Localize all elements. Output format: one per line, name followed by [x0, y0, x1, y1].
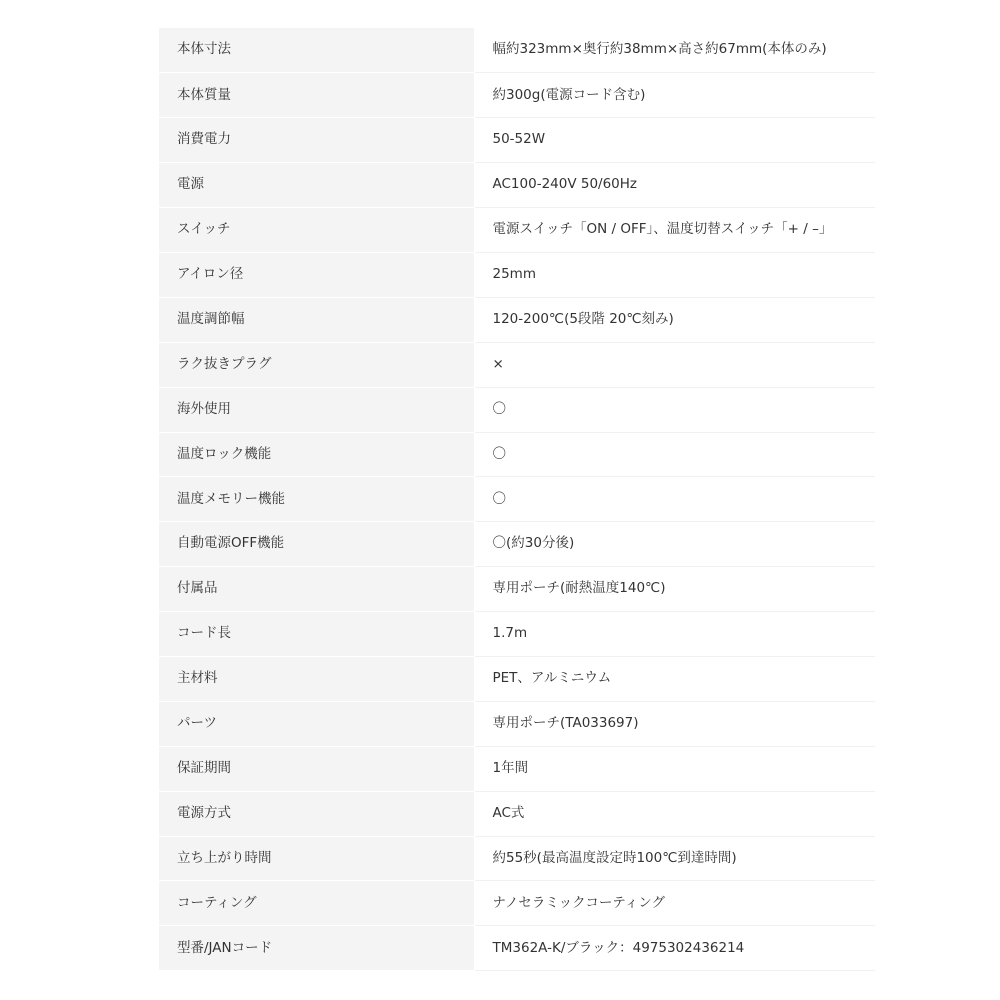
- spec-label: アイロン径: [159, 252, 474, 297]
- spec-row-heat-up-time: [159, 836, 875, 881]
- spec-value: ×: [474, 342, 875, 387]
- spec-value: 専用ポーチ(耐熱温度140℃): [474, 567, 875, 612]
- spec-row-dimensions: [159, 28, 875, 73]
- spec-label: ラク抜きプラグ: [159, 342, 474, 387]
- spec-value: 約300g(電源コード含む): [474, 73, 875, 118]
- spec-value: 〇: [474, 432, 875, 477]
- spec-label: コーティング: [159, 881, 474, 926]
- spec-label: 消費電力: [159, 118, 474, 163]
- spec-value: ナノセラミックコーティング: [474, 881, 875, 926]
- spec-row-parts: [159, 701, 875, 746]
- spec-table: [159, 28, 875, 971]
- spec-value: 25mm: [474, 252, 875, 297]
- spec-label: スイッチ: [159, 208, 474, 253]
- spec-row-auto-power-off: [159, 522, 875, 567]
- spec-row-temperature-memory: [159, 477, 875, 522]
- spec-row-cord-length: [159, 612, 875, 657]
- spec-row-temperature-range: [159, 297, 875, 342]
- spec-row-coating: [159, 881, 875, 926]
- spec-row-accessories: [159, 567, 875, 612]
- spec-value: TM362A-K/ブラック：4975302436214: [474, 926, 875, 971]
- spec-value: 〇: [474, 387, 875, 432]
- spec-label: 自動電源OFF機能: [159, 522, 474, 567]
- spec-row-iron-diameter: [159, 252, 875, 297]
- spec-row-power-method: [159, 791, 875, 836]
- spec-label: 本体寸法: [159, 28, 474, 73]
- spec-label: 温度ロック機能: [159, 432, 474, 477]
- spec-value: AC100-240V 50/60Hz: [474, 163, 875, 208]
- spec-value: 〇: [474, 477, 875, 522]
- spec-value: 幅約323mm×奥行約38mm×高さ約67mm(本体のみ): [474, 28, 875, 73]
- spec-value: 約55秒(最高温度設定時100℃到達時間): [474, 836, 875, 881]
- spec-row-model-jan: [159, 926, 875, 971]
- spec-value: 1.7m: [474, 612, 875, 657]
- spec-row-weight: [159, 73, 875, 118]
- spec-row-warranty: [159, 746, 875, 791]
- spec-label: 主材料: [159, 656, 474, 701]
- spec-row-main-material: [159, 656, 875, 701]
- spec-value: 50-52W: [474, 118, 875, 163]
- spec-value: 120-200℃(5段階 20℃刻み): [474, 297, 875, 342]
- spec-value: 専用ポーチ(TA033697): [474, 701, 875, 746]
- spec-label: パーツ: [159, 701, 474, 746]
- spec-value: 〇(約30分後): [474, 522, 875, 567]
- spec-value: PET、アルミニウム: [474, 656, 875, 701]
- spec-value: 電源スイッチ「ON / OFF」、温度切替スイッチ「+ / –」: [474, 208, 875, 253]
- spec-label: 電源: [159, 163, 474, 208]
- spec-row-power-source: [159, 163, 875, 208]
- spec-value: AC式: [474, 791, 875, 836]
- spec-row-temperature-lock: [159, 432, 875, 477]
- spec-row-overseas-use: [159, 387, 875, 432]
- spec-label: 本体質量: [159, 73, 474, 118]
- spec-label: 温度調節幅: [159, 297, 474, 342]
- spec-label: 付属品: [159, 567, 474, 612]
- spec-label: コード長: [159, 612, 474, 657]
- spec-label: 型番/JANコード: [159, 926, 474, 971]
- spec-label: 保証期間: [159, 746, 474, 791]
- spec-row-switch: [159, 208, 875, 253]
- spec-row-easy-plug: [159, 342, 875, 387]
- spec-label: 電源方式: [159, 791, 474, 836]
- spec-value: 1年間: [474, 746, 875, 791]
- spec-row-power-consumption: [159, 118, 875, 163]
- spec-label: 温度メモリー機能: [159, 477, 474, 522]
- spec-label: 立ち上がり時間: [159, 836, 474, 881]
- spec-label: 海外使用: [159, 387, 474, 432]
